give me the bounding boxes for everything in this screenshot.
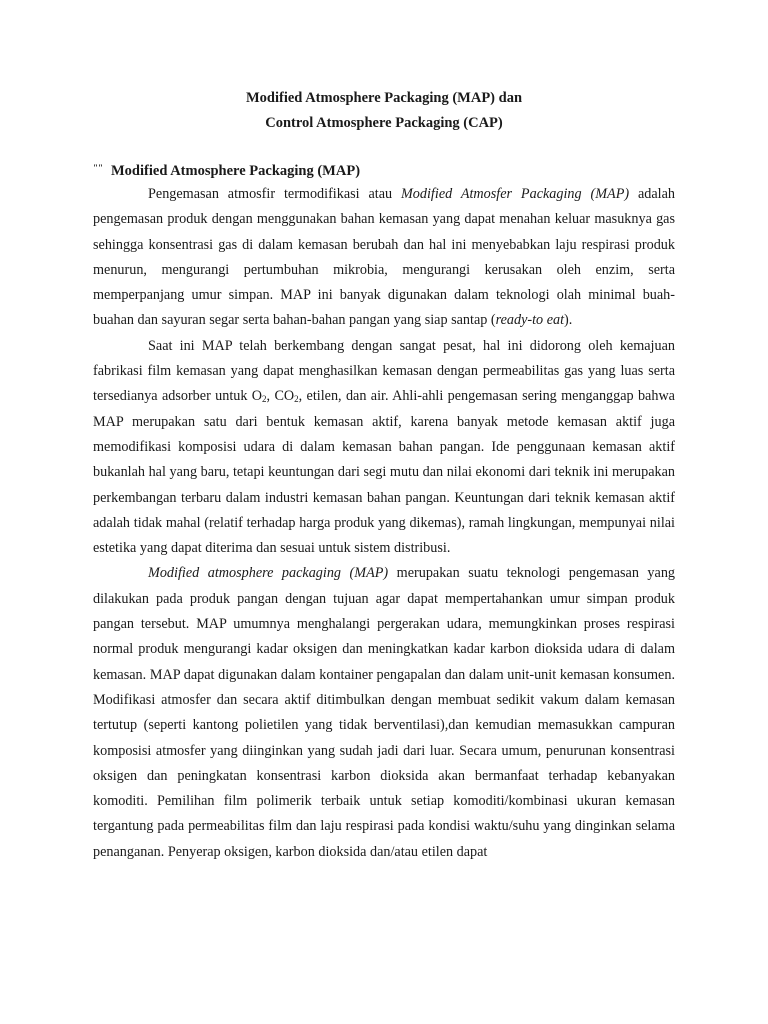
section-heading-text: Modified Atmosphere Packaging (MAP)	[111, 163, 361, 179]
body-text	[93, 182, 675, 865]
paragraph-2-subscript-o2: 2	[262, 394, 267, 405]
paragraph-2	[93, 334, 675, 562]
paragraph-2-text-c: , etilen, dan air. Ahli-ahli pengemasan sering menganggap bahwa MAP merupakan satu dari bentuk kemasan aktif, karena banyak metode kemasan aktif juga memodifikasi komposisi udara di dalam kemasan bahan pangan. Ide penggunaan kemasan aktif bukanlah hal yang baru, tetapi keuntungan dari segi mutu dan nilai ekonomi dari teknik ini merupakan perkembangan terbaru dalam industri kemasan bahan pangan. Keuntungan dari teknik kemasan aktif adalah tidak mahal (relatif terhadap harga produk yang dikemas), ramah lingkungan, mempunyai nilai estetika yang dapat diterima dan sesuai untuk sistem distribusi.	[93, 388, 675, 557]
bullet-icon: ""	[93, 163, 103, 173]
paragraph-1-italic-ready-to-eat: ready-to eat	[495, 312, 565, 329]
paragraph-3	[93, 561, 675, 865]
section-heading	[93, 161, 360, 181]
paragraph-1-text-c: adalah pengemasan produk dengan menggunakan bahan kemasan yang dapat menahan keluar masuknya gas sehingga konsentrasi gas di dalam kemasan berubah dan hal ini menyebabkan laju respirasi produk menurun, mengurangi pertumbuhan mikrobia, mengurangi kerusakan oleh enzim, serta memperpanjang umur simpan. MAP ini banyak digunakan dalam teknologi olah minimal buah-buahan dan sayuran segar serta bahan-bahan pangan yang siap santap (	[93, 186, 675, 329]
paragraph-1	[93, 182, 675, 334]
paragraph-1-italic-term: Modified Atmosfer Packaging (MAP)	[400, 186, 630, 202]
paragraph-3-text-b: merupakan suatu teknologi pengemasan yang dilakukan pada produk pangan dengan tujuan agar dapat mempertahankan umur simpan produk pangan tersebut. MAP umumnya menghalangi pergerakan udara, memungkinkan proses respirasi normal produk mengurangi kadar oksigen dan meningkatkan kadar karbon dioksida udara di dalam kemasan. MAP dapat digunakan dalam kontainer pengapalan dan dalam unit-unit kemasan konsumen. Modifikasi atmosfer dan secara aktif ditimbulkan dengan membuat sedikit vakum dalam kemasan tertutup (seperti kantong polietilen yang tidak berventilasi),dan kemudian memasukkan campuran komposisi atmosfer yang diinginkan yang sudah jadi dari luar. Secara umum, penurunan konsentrasi oksigen dan peningkatan konsentrasi karbon dioksida akan bermanfaat terhadap kebanyakan komoditi. Pemilihan film polimerik terbaik untuk setiap komoditi/kombinasi ukuran kemasan tergantung pada permeabilitas film dan laju respirasi pada kondisi waktu/suhu yang dinginkan selama penanganan. Penyerap oksigen, karbon dioksida dan/atau etilen dapat	[93, 565, 676, 860]
paragraph-2-subscript-co2: 2	[294, 394, 299, 405]
paragraph-2-text-a: Saat ini MAP telah berkembang dengan sangat pesat, hal ini didorong oleh kemajuan fabrikasi film kemasan yang dapat menghasilkan kemasan dengan permeabilitas gas yang luas serta tersedianya adsorber untuk O	[93, 337, 675, 405]
paragraph-1-text-e: ).	[564, 312, 573, 329]
document-title-line-1: Modified Atmosphere Packaging (MAP) dan	[245, 90, 523, 106]
paragraph-2-text-b: , CO	[266, 388, 295, 405]
document-title-line-2: Control Atmosphere Packaging (CAP)	[265, 115, 503, 131]
paragraph-3-italic-term: Modified atmosphere packaging (MAP)	[148, 565, 389, 582]
paragraph-1-text-a: Pengemasan atmosfir termodifikasi atau	[148, 186, 401, 202]
